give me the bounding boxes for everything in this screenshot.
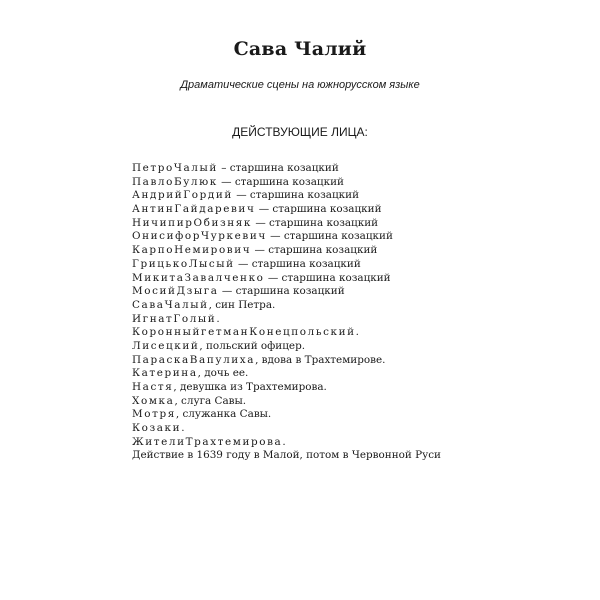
cast-desc: — старшина козацкий bbox=[232, 189, 359, 202]
cast-desc: — старшина козацкий bbox=[251, 244, 378, 257]
cast-desc: , син Петра. bbox=[208, 298, 276, 311]
cast-item bbox=[132, 244, 441, 258]
cast-desc: , служанка Савы. bbox=[175, 408, 272, 421]
cast-item bbox=[132, 258, 441, 272]
cast-item bbox=[132, 189, 441, 203]
cast-name: СаваЧалый bbox=[132, 298, 209, 311]
cast-name: МикитаЗавалченко bbox=[132, 271, 265, 284]
cast-item bbox=[132, 162, 441, 176]
cast-item bbox=[132, 395, 441, 409]
cast-desc: , вдова в Трахтемирове. bbox=[255, 353, 386, 366]
cast-name: Мотря bbox=[132, 408, 176, 421]
cast-item bbox=[132, 176, 441, 190]
cast-name: КарпоНемирович bbox=[132, 244, 252, 257]
cast-item bbox=[132, 203, 441, 217]
page-subtitle: Драматические сцены на южнорусском языке bbox=[180, 79, 420, 91]
cast-item bbox=[132, 299, 441, 313]
cast-name: ПетроЧалый bbox=[132, 162, 218, 174]
cast-name: ПавлоБулюк bbox=[132, 175, 218, 188]
cast-item bbox=[132, 367, 441, 381]
cast-name: Козаки bbox=[132, 422, 182, 435]
cast-desc: — старшина козацкий bbox=[234, 257, 361, 270]
cast-item bbox=[132, 408, 441, 422]
cast-desc: , девушка из Трахтемирова. bbox=[173, 381, 327, 393]
cast-desc: . bbox=[355, 326, 359, 339]
cast-desc: — старшина козацкий bbox=[255, 203, 382, 216]
cast-item bbox=[132, 436, 441, 450]
cast-name: ИгнатГолый bbox=[132, 312, 217, 325]
setting-note: Действие в 1639 году в Малой, потом в Червонной Руси bbox=[132, 449, 441, 462]
cast-item bbox=[132, 217, 441, 231]
cast-name: ОнисифорЧуркевич bbox=[132, 230, 267, 243]
cast-desc: . bbox=[282, 435, 286, 448]
page-title: Сава Чалий bbox=[233, 38, 367, 60]
cast-item bbox=[132, 326, 441, 340]
cast-name: Лисецкий bbox=[132, 339, 200, 352]
cast-desc: – старшина козацкий bbox=[217, 162, 339, 174]
cast-name: ЖителиТрахтемирова bbox=[132, 435, 283, 448]
cast-item bbox=[132, 340, 441, 354]
cast-item bbox=[132, 230, 441, 244]
cast-header: ДЕЙСТВУЮЩИЕ ЛИЦА: bbox=[232, 125, 368, 139]
cast-name: НичипирОбизняк bbox=[132, 216, 253, 229]
cast-desc: — старшина козацкий bbox=[218, 285, 345, 298]
cast-desc: , слуга Савы. bbox=[174, 394, 247, 407]
cast-name: ПараскаВапулиха bbox=[132, 353, 256, 366]
cast-desc: — старшина козацкий bbox=[217, 175, 344, 188]
cast-desc: — старшина козацкий bbox=[266, 230, 393, 243]
cast-list bbox=[132, 162, 441, 463]
cast-desc: , дочь ее. bbox=[197, 367, 249, 380]
cast-item bbox=[132, 285, 441, 299]
cast-name: Хомка bbox=[132, 394, 175, 407]
cast-name: Катерина bbox=[132, 367, 198, 380]
cast-item bbox=[132, 313, 441, 327]
cast-name: КоронныйгетманКонецпольский bbox=[132, 326, 356, 339]
cast-item bbox=[132, 381, 441, 395]
cast-desc: , польский офицер. bbox=[199, 339, 306, 352]
cast-item bbox=[132, 272, 441, 286]
cast-name: МосийДзыга bbox=[132, 285, 219, 298]
cast-desc: . bbox=[181, 422, 185, 435]
cast-desc: — старшина козацкий bbox=[252, 216, 379, 229]
cast-item bbox=[132, 354, 441, 368]
cast-name: АндрийГордий bbox=[132, 189, 233, 202]
cast-name: Настя bbox=[132, 381, 174, 393]
cast-desc: — старшина козацкий bbox=[264, 271, 391, 284]
cast-desc: . bbox=[216, 312, 220, 325]
cast-item bbox=[132, 422, 441, 436]
cast-name: АнтинГайдаревич bbox=[132, 203, 256, 216]
cast-name: ГрицькоЛысый bbox=[132, 257, 235, 270]
